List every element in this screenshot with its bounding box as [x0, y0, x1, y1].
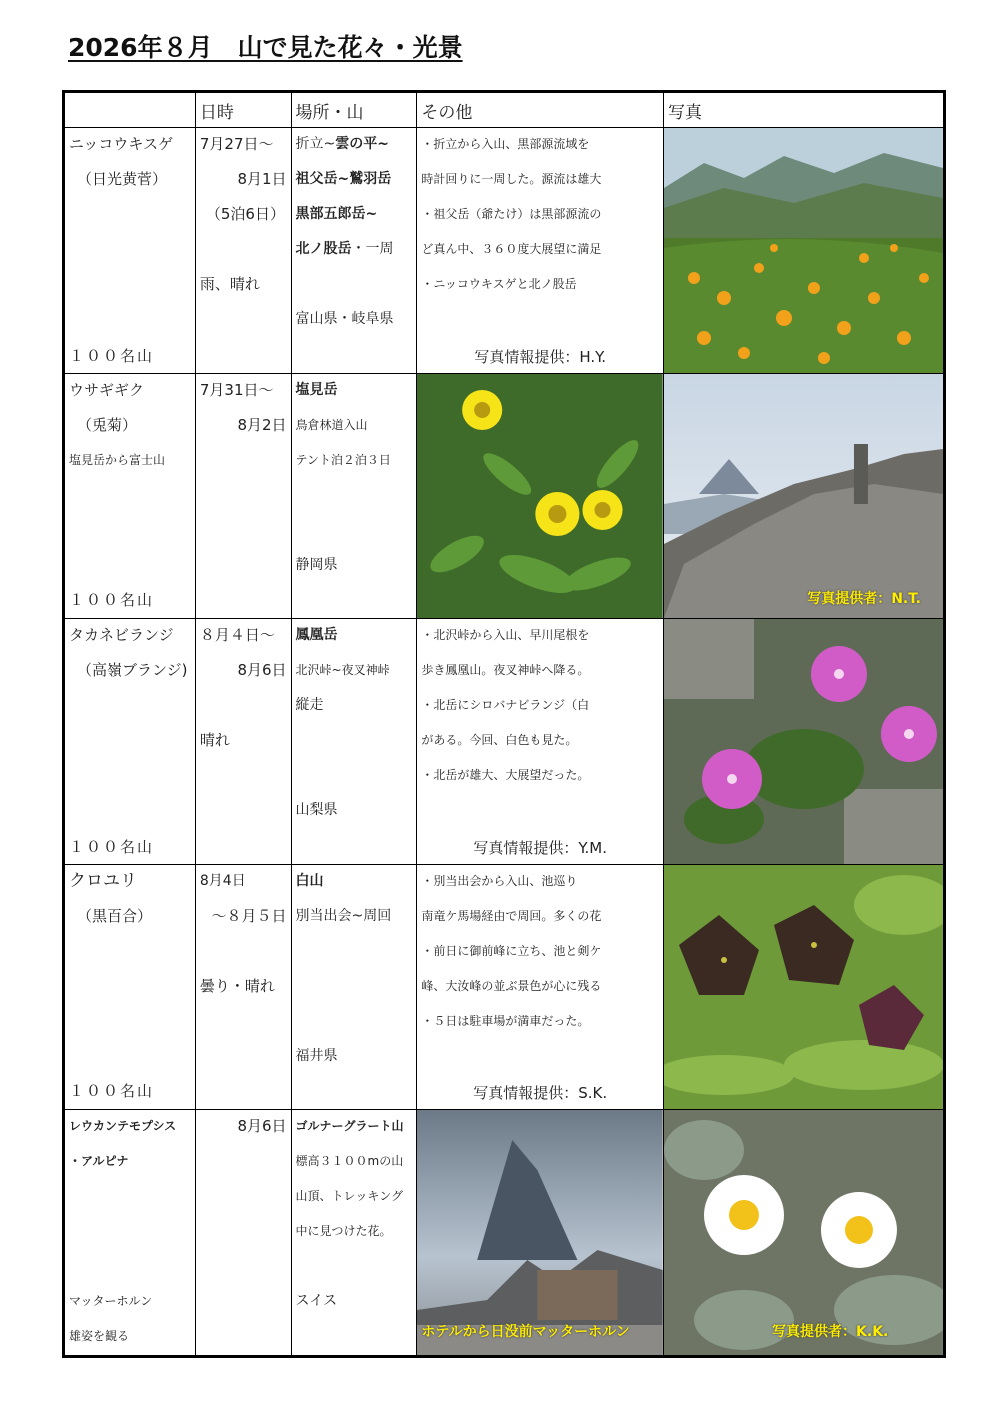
place-line: ゴルナーグラート山 [295, 1119, 404, 1133]
flower-table [62, 90, 946, 1358]
flower-name: ウサギギク [69, 381, 145, 399]
place-line: 黒部五郎岳~ [295, 206, 378, 222]
table-header-row [64, 92, 945, 128]
header-notes: その他 [417, 92, 664, 128]
note-line: ・前日に御前峰に立ち、池と剣ケ [421, 944, 602, 958]
prefecture: スイス [295, 1293, 338, 1309]
header-date: 日時 [195, 92, 291, 128]
place-line: 縦走 [295, 697, 324, 713]
table-row [64, 374, 945, 619]
mountain-badge: １００名山 [69, 591, 155, 609]
note-line: ・北岳が雄大、大展望だった。 [421, 768, 590, 782]
photo-caption: ホテルから日没前マッターホルン [421, 1324, 630, 1340]
date-start: ８月４日～ [199, 626, 275, 644]
place-line: 別当出会~周回 [295, 908, 392, 924]
date-start: 7月27日～ [199, 135, 274, 153]
pink-flower-photo [664, 619, 943, 864]
weather: 晴れ [199, 731, 230, 749]
place-line: 祖父岳~鷲羽岳 [295, 171, 392, 187]
weather: 曇り・晴れ [199, 977, 275, 995]
place-line: 北ノ股岳・一周 [295, 241, 394, 257]
note-line: 南竜ケ馬場経由で周回。多くの花 [421, 909, 602, 923]
trip-duration: （5泊6日） [205, 205, 285, 223]
note-line: ・折立から入山、黒部源流域を [421, 137, 590, 151]
place-line: テント泊２泊３日 [295, 453, 391, 467]
note-line: ・ニッコウキスゲと北ノ股岳 [421, 277, 577, 291]
weather: 雨、晴れ [199, 275, 260, 293]
flower-note: マッターホルン [69, 1294, 153, 1308]
flower-name: クロユリ [69, 871, 137, 891]
table-row [64, 865, 945, 1110]
table-row [64, 128, 945, 374]
prefecture: 富山県・岐阜県 [295, 311, 394, 327]
daylily-meadow-photo [664, 128, 943, 373]
matterhorn-photo [417, 1110, 663, 1355]
flower-note: 雄姿を観る [69, 1329, 130, 1343]
page-title: 2026年８月 山で見た花々・光景 [68, 33, 463, 62]
header-name [64, 92, 196, 128]
mountain-badge: １００名山 [69, 1082, 155, 1100]
place-line: 鳳凰岳 [295, 627, 338, 643]
date-start: 8月4日 [199, 873, 246, 889]
header-place: 場所・山 [291, 92, 417, 128]
date-end: 8月6日 [237, 661, 287, 679]
note-line: 峰、大汝峰の並ぶ景色が心に残る [421, 979, 602, 993]
flower-note: 塩見岳から富士山 [69, 453, 166, 467]
mountain-badge: １００名山 [69, 347, 155, 365]
photo-credit: 写真情報提供：H.Y. [474, 348, 607, 366]
note-line: ど真ん中、３６０度大展望に満足 [421, 242, 602, 256]
prefecture: 福井県 [295, 1048, 338, 1064]
date-end: ～８月５日 [211, 907, 287, 925]
table-row [64, 1110, 945, 1357]
photo-credit: 写真情報提供：S.K. [473, 1084, 608, 1102]
note-line: ・北沢峠から入山、早川尾根を [421, 628, 590, 642]
note-line: がある。今回、白色も見た。 [421, 733, 578, 747]
note-line: ・北岳にシロバナビランジ（白 [421, 698, 590, 712]
mt-fuji-summit-photo [664, 374, 943, 618]
prefecture: 静岡県 [295, 557, 338, 573]
place-line: 中に見つけた花。 [295, 1224, 392, 1238]
flower-name: レウカンテモプシス [69, 1119, 177, 1133]
arnica-flower-photo [417, 374, 663, 618]
place-line: 山頂、トレッキング [295, 1189, 404, 1203]
place-line: 白山 [295, 873, 324, 889]
note-line: ・祖父岳（爺たけ）は黒部源流の [421, 207, 602, 221]
photo-caption: 写真提供者：K.K. [772, 1324, 889, 1340]
place-line: 鳥倉林道入山 [295, 418, 368, 432]
table-row [64, 619, 945, 865]
note-line: 歩き鳳凰山。夜叉神峠へ降る。 [421, 663, 590, 677]
flower-name: タカネビランジ [69, 626, 174, 644]
place-line: 塩見岳 [295, 382, 338, 398]
place-line: 標高３１００mの山 [295, 1154, 404, 1168]
white-daisy-photo [664, 1110, 943, 1355]
date-end: 8月2日 [237, 416, 287, 434]
flower-name-kanji: （高嶺ブランジ) [77, 661, 188, 679]
header-photo: 写真 [664, 92, 945, 128]
flower-name-kanji: （日光黄菅） [77, 170, 168, 188]
flower-name: ニッコウキスゲ [69, 135, 174, 153]
date-start: 7月31日～ [199, 381, 274, 399]
date-end: 8月6日 [237, 1117, 287, 1135]
black-lily-photo [664, 865, 943, 1109]
prefecture: 山梨県 [295, 802, 338, 818]
note-line: ・別当出会から入山、池巡り [421, 874, 578, 888]
note-line: 時計回りに一周した。源流は雄大 [421, 172, 602, 186]
flower-name-sub: ・アルピナ [69, 1154, 129, 1168]
mountain-badge: １００名山 [69, 838, 155, 856]
note-line: ・５日は駐車場が満車だった。 [421, 1014, 590, 1028]
date-end: 8月1日 [237, 170, 287, 188]
photo-caption: 写真提供者：N.T. [807, 591, 921, 607]
place-line: 折立~雲の平~ [295, 136, 389, 152]
flower-name-kanji: （黒百合） [77, 907, 153, 925]
photo-credit: 写真情報提供：Y.M. [473, 839, 608, 857]
flower-name-kanji: （兎菊） [77, 416, 138, 434]
place-line: 北沢峠~夜叉神峠 [295, 663, 390, 677]
